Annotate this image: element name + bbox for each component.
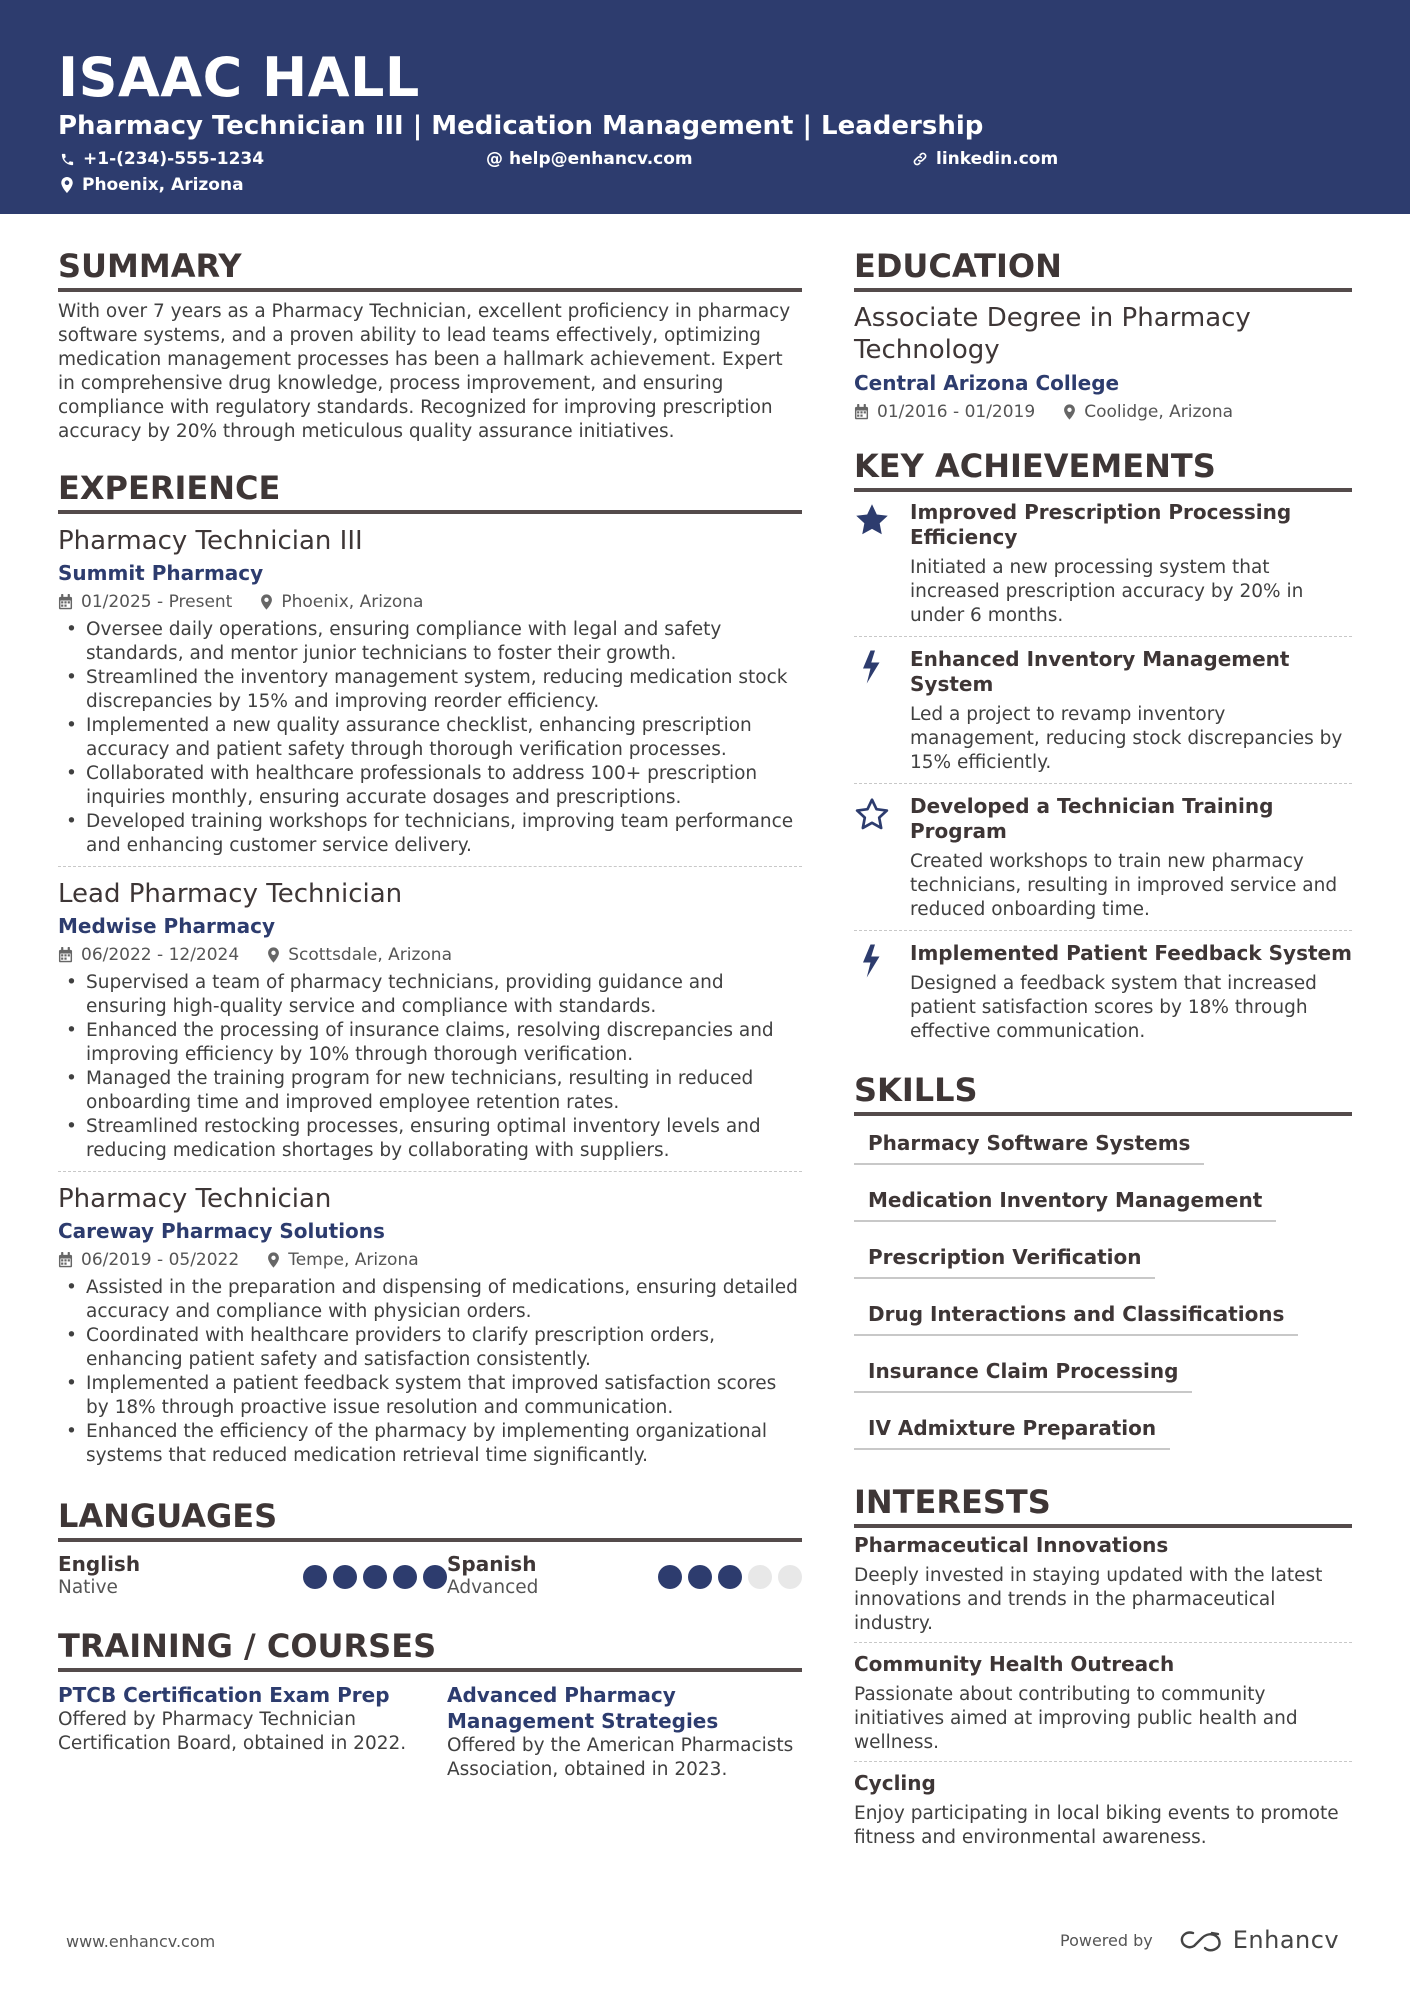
language-level: Advanced xyxy=(447,1577,539,1598)
job-location: Phoenix, Arizona xyxy=(281,592,424,612)
job-bullets xyxy=(58,618,802,858)
job-company: Summit Pharmacy xyxy=(58,561,264,585)
job-bullet: • Assisted in the preparation and dispensing of medications, ensuring detailed accuracy and compliance with physician orders. xyxy=(58,1276,802,1324)
calendar-icon xyxy=(58,1252,73,1268)
interest-title: Community Health Outreach xyxy=(854,1652,1175,1676)
school-name: Central Arizona College xyxy=(854,371,1120,395)
education-meta xyxy=(854,400,1352,424)
at-icon: @ xyxy=(486,149,503,169)
divider xyxy=(58,866,802,867)
job-title: Lead Pharmacy Technician xyxy=(58,879,403,909)
degree-title: Associate Degree in Pharmacy Technology xyxy=(854,303,1251,365)
email-text[interactable]: help@enhancv.com xyxy=(509,149,693,169)
skill-tag: Insurance Claim Processing xyxy=(854,1348,1192,1393)
education-heading: EDUCATION xyxy=(854,246,1352,292)
job-bullet: • Enhanced the processing of insurance claims, resolving discrepancies and improving efficiency by 10% through thorough verification. xyxy=(58,1019,802,1067)
footer-branding xyxy=(1060,1926,1339,1954)
location-text: Phoenix, Arizona xyxy=(82,175,244,195)
language-name: English xyxy=(58,1552,141,1576)
achievement-title: Enhanced Inventory Management System xyxy=(910,647,1290,696)
skill-tag: Prescription Verification xyxy=(854,1234,1155,1279)
job-entry xyxy=(58,877,802,1163)
job-bullet: • Streamlined restocking processes, ensuring optimal inventory levels and reducing medication shortages by collaborating with suppliers. xyxy=(58,1115,802,1163)
divider xyxy=(58,1171,802,1172)
training-section xyxy=(58,1626,802,1782)
contact-email[interactable] xyxy=(486,148,693,170)
left-column xyxy=(58,246,802,1782)
achievement-item xyxy=(854,641,1352,783)
job-meta xyxy=(58,1248,802,1272)
experience-section xyxy=(58,468,802,1468)
job-bullets xyxy=(58,1276,802,1468)
language-name: Spanish xyxy=(447,1552,537,1576)
rating-dot-empty xyxy=(748,1565,772,1589)
job-entry xyxy=(58,1182,802,1468)
calendar-icon xyxy=(58,594,73,610)
job-bullet: • Supervised a team of pharmacy technicians, providing guidance and ensuring high-quality service and compliance with standards. xyxy=(58,971,802,1019)
course-title: PTCB Certification Exam Prep xyxy=(58,1683,390,1707)
job-dates: 06/2022 - 12/2024 xyxy=(81,945,240,965)
divider xyxy=(854,1642,1352,1643)
job-meta xyxy=(58,943,802,967)
interest-item xyxy=(854,1770,1352,1850)
job-meta xyxy=(58,590,802,614)
course-description: Offered by Pharmacy Technician Certification Board, obtained in 2022. xyxy=(58,1709,407,1754)
location-pin-icon xyxy=(1063,404,1076,420)
course-item xyxy=(58,1682,447,1782)
job-title: Pharmacy Technician xyxy=(58,1184,332,1214)
skill-tag: Drug Interactions and Classifications xyxy=(854,1291,1298,1336)
location-pin-icon xyxy=(267,947,280,963)
summary-heading: SUMMARY xyxy=(58,246,802,292)
job-bullet: • Managed the training program for new technicians, resulting in reduced onboarding time and improved employee retention rates. xyxy=(58,1067,802,1115)
job-bullet: • Collaborated with healthcare professionals to address 100+ prescription inquiries monthly, ensuring accurate dosages and prescriptions. xyxy=(58,762,802,810)
contact-location xyxy=(60,174,244,196)
calendar-icon xyxy=(58,947,73,963)
language-item xyxy=(58,1552,447,1600)
brand-name: Enhancv xyxy=(1232,1926,1340,1954)
candidate-name: ISAAC HALL xyxy=(58,46,420,109)
achievement-item xyxy=(854,935,1352,1052)
summary-text: With over 7 years as a Pharmacy Technician, excellent proficiency in pharmacy software systems, and a proven ability to lead teams effectively, optimizing medication management processes has been a hallmark achievement. Expert in comprehensive drug knowledge, process improvement, and ensuring compliance with regulatory standards. Recognized for improving prescription accuracy by 20% through meticulous quality assurance initiatives. xyxy=(58,301,791,442)
rating-dot-filled xyxy=(658,1565,682,1589)
education-location: Coolidge, Arizona xyxy=(1084,402,1234,422)
star-filled-icon xyxy=(854,502,890,538)
location-pin-icon xyxy=(260,594,273,610)
summary-section xyxy=(58,246,802,444)
lightning-icon xyxy=(854,649,890,685)
achievement-title: Developed a Technician Training Program xyxy=(910,794,1274,843)
interests-section xyxy=(854,1482,1352,1850)
interest-item xyxy=(854,1532,1352,1636)
course-item xyxy=(447,1682,802,1782)
achievement-description: Designed a feedback system that increased patient satisfaction scores by 18% through effective communication. xyxy=(910,973,1317,1042)
job-location: Tempe, Arizona xyxy=(288,1250,419,1270)
job-bullet: • Streamlined the inventory management system, reducing medication stock discrepancies by 15% and improving reorder efficiency. xyxy=(58,666,802,714)
interest-description: Enjoy participating in local biking events to promote fitness and environmental awareness. xyxy=(854,1803,1339,1848)
interest-description: Deeply invested in staying updated with the latest innovations and trends in the pharmaceutical industry. xyxy=(854,1565,1323,1634)
languages-section xyxy=(58,1496,802,1600)
phone-icon xyxy=(60,152,75,167)
skill-tag: Medication Inventory Management xyxy=(854,1177,1276,1222)
job-bullet: • Implemented a patient feedback system that improved satisfaction scores by 18% through proactive issue resolution and communication. xyxy=(58,1372,802,1420)
rating-dot-empty xyxy=(778,1565,802,1589)
job-bullet: • Coordinated with healthcare providers to clarify prescription orders, enhancing patient safety and satisfaction consistently. xyxy=(58,1324,802,1372)
achievements-heading: KEY ACHIEVEMENTS xyxy=(854,446,1352,492)
achievement-description: Initiated a new processing system that increased prescription accuracy by 20% in under 6 months. xyxy=(910,557,1304,626)
job-bullets xyxy=(58,971,802,1163)
divider xyxy=(854,783,1352,784)
rating-dot-filled xyxy=(718,1565,742,1589)
contact-phone xyxy=(60,148,264,170)
calendar-icon xyxy=(854,404,869,420)
divider xyxy=(854,1761,1352,1762)
divider xyxy=(854,930,1352,931)
job-entry xyxy=(58,524,802,858)
language-item xyxy=(447,1552,802,1600)
interest-item xyxy=(854,1651,1352,1755)
location-pin-icon xyxy=(267,1252,280,1268)
rating-dot-filled xyxy=(688,1565,712,1589)
course-title: Advanced Pharmacy Management Strategies xyxy=(447,1683,719,1733)
achievement-item xyxy=(854,788,1352,930)
skill-tag: IV Admixture Preparation xyxy=(854,1405,1170,1450)
achievement-item xyxy=(854,494,1352,636)
job-location: Scottsdale, Arizona xyxy=(288,945,452,965)
phone-text: +1-(234)-555-1234 xyxy=(83,149,265,169)
job-bullet: • Developed training workshops for technicians, improving team performance and enhancing customer service delivery. xyxy=(58,810,802,858)
interests-heading: INTERESTS xyxy=(854,1482,1352,1528)
job-company: Medwise Pharmacy xyxy=(58,914,276,938)
linkedin-text[interactable]: linkedin.com xyxy=(936,149,1059,169)
achievement-title: Improved Prescription Processing Efficiency xyxy=(910,500,1292,549)
language-level: Native xyxy=(58,1577,118,1598)
achievement-description: Led a project to revamp inventory management, reducing stock discrepancies by 15% efficiently. xyxy=(910,704,1343,773)
rating-dot-filled xyxy=(423,1565,447,1589)
rating-dot-filled xyxy=(363,1565,387,1589)
experience-heading: EXPERIENCE xyxy=(58,468,802,514)
rating-dot-filled xyxy=(333,1565,357,1589)
candidate-title: Pharmacy Technician III | Medication Management | Leadership xyxy=(58,111,984,141)
link-icon xyxy=(912,151,928,167)
job-title: Pharmacy Technician III xyxy=(58,526,363,556)
job-bullet: • Oversee daily operations, ensuring compliance with legal and safety standards, and mentor junior technicians to foster their growth. xyxy=(58,618,802,666)
skills-section xyxy=(854,1070,1352,1454)
achievement-description: Created workshops to train new pharmacy technicians, resulting in improved service and reduced onboarding time. xyxy=(910,851,1338,920)
rating-dot-filled xyxy=(303,1565,327,1589)
job-company: Careway Pharmacy Solutions xyxy=(58,1219,385,1243)
divider xyxy=(854,636,1352,637)
lightning-icon xyxy=(854,943,890,979)
training-heading: TRAINING / COURSES xyxy=(58,1626,802,1672)
language-rating xyxy=(652,1565,802,1589)
location-pin-icon xyxy=(60,177,74,193)
right-column xyxy=(854,246,1352,1850)
course-description: Offered by the American Pharmacists Association, obtained in 2023. xyxy=(447,1735,794,1780)
skills-heading: SKILLS xyxy=(854,1070,1352,1116)
education-dates: 01/2016 - 01/2019 xyxy=(877,402,1036,422)
language-rating xyxy=(297,1565,447,1589)
footer-website[interactable]: www.enhancv.com xyxy=(66,1932,216,1951)
job-dates: 06/2019 - 05/2022 xyxy=(81,1250,240,1270)
resume-header xyxy=(0,0,1410,214)
contact-linkedin[interactable] xyxy=(912,148,1058,170)
rating-dot-filled xyxy=(393,1565,417,1589)
interest-title: Cycling xyxy=(854,1771,936,1795)
education-section xyxy=(854,246,1352,424)
interest-title: Pharmaceutical Innovations xyxy=(854,1533,1169,1557)
powered-by-label: Powered by xyxy=(1060,1930,1153,1950)
skill-tag: Pharmacy Software Systems xyxy=(854,1120,1204,1165)
enhancv-logo-icon xyxy=(1179,1928,1225,1952)
job-bullet: • Enhanced the efficiency of the pharmacy by implementing organizational systems that reduced medication retrieval time significantly. xyxy=(58,1420,802,1468)
job-dates: 01/2025 - Present xyxy=(81,592,233,612)
languages-heading: LANGUAGES xyxy=(58,1496,802,1542)
interest-description: Passionate about contributing to community initiatives aimed at improving public health and wellness. xyxy=(854,1684,1298,1753)
star-outline-icon xyxy=(854,796,890,832)
job-bullet: • Implemented a new quality assurance checklist, enhancing prescription accuracy and patient safety through thorough verification processes. xyxy=(58,714,802,762)
achievement-title: Implemented Patient Feedback System xyxy=(910,941,1352,965)
achievements-section xyxy=(854,446,1352,1052)
